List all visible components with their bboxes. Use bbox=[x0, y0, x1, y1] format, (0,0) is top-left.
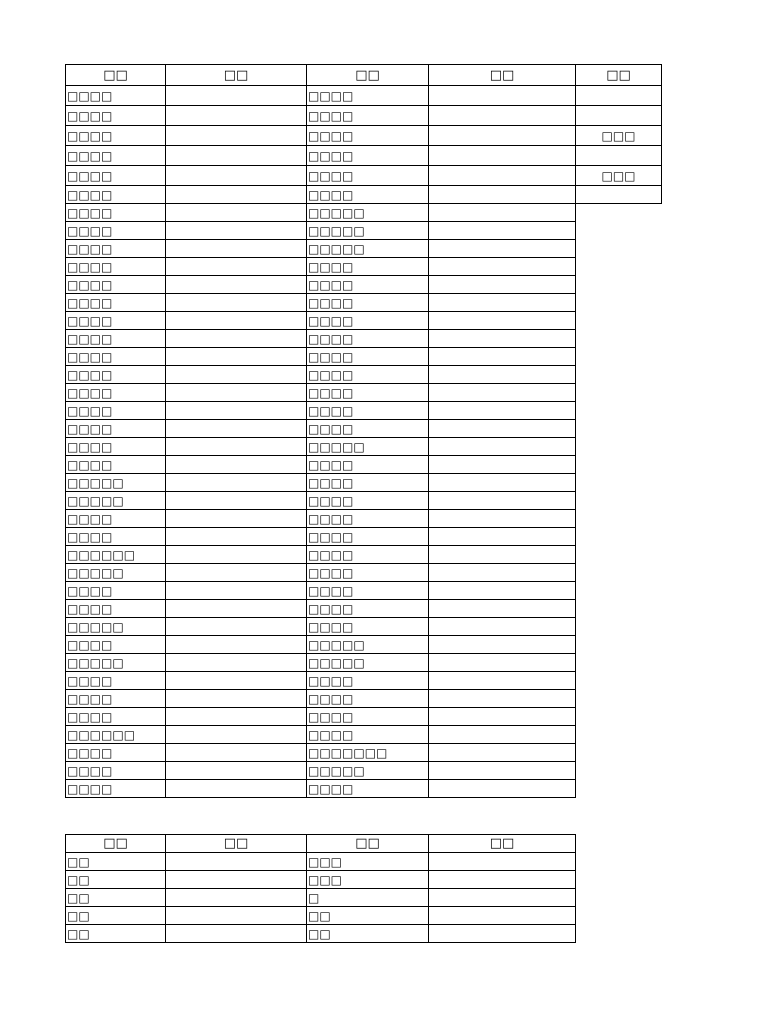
table-cell bbox=[429, 744, 576, 762]
table-row bbox=[66, 456, 662, 474]
table-cell: □□□□ bbox=[307, 146, 429, 166]
column-header: □□ bbox=[429, 835, 576, 853]
table-cell: □□ bbox=[66, 889, 166, 907]
table-cell: □□ bbox=[66, 871, 166, 889]
table-cell: □□□□ bbox=[307, 348, 429, 366]
table-cell bbox=[166, 474, 307, 492]
table-row bbox=[66, 582, 662, 600]
empty-cell bbox=[576, 240, 662, 258]
table-cell bbox=[166, 780, 307, 798]
table-row bbox=[66, 708, 662, 726]
table-cell: □□□□ bbox=[66, 384, 166, 402]
table-cell bbox=[429, 780, 576, 798]
table-cell: □□□□ bbox=[66, 456, 166, 474]
table-cell bbox=[166, 222, 307, 240]
table-cell bbox=[576, 186, 662, 204]
empty-cell bbox=[576, 690, 662, 708]
table-row bbox=[66, 528, 662, 546]
empty-cell bbox=[576, 672, 662, 690]
table-cell bbox=[429, 204, 576, 222]
table-cell bbox=[166, 528, 307, 546]
table-cell: □□□□ bbox=[307, 258, 429, 276]
table-row bbox=[66, 348, 662, 366]
table-cell bbox=[166, 907, 307, 925]
table-cell: □□□□ bbox=[66, 294, 166, 312]
table-row bbox=[66, 438, 662, 456]
table-cell: □□ bbox=[307, 907, 429, 925]
table-cell: □□□ bbox=[307, 853, 429, 871]
table-cell bbox=[429, 294, 576, 312]
table-cell bbox=[166, 510, 307, 528]
table-cell bbox=[166, 384, 307, 402]
table-cell: □□□□ bbox=[66, 186, 166, 204]
table-cell bbox=[429, 708, 576, 726]
table-cell: □□□□ bbox=[307, 672, 429, 690]
table-cell: □□□□□ bbox=[307, 222, 429, 240]
table-cell: □□□ bbox=[307, 871, 429, 889]
table-cell: □□□□ bbox=[307, 186, 429, 204]
empty-cell bbox=[576, 546, 662, 564]
table-row bbox=[66, 618, 662, 636]
table-row bbox=[66, 907, 576, 925]
table-cell bbox=[166, 330, 307, 348]
table-cell: □□□□ bbox=[307, 126, 429, 146]
table-cell bbox=[429, 456, 576, 474]
table-cell bbox=[429, 402, 576, 420]
table-cell: □□□□ bbox=[307, 330, 429, 348]
table-cell: □□□□ bbox=[307, 402, 429, 420]
table-cell bbox=[429, 889, 576, 907]
table-cell bbox=[429, 907, 576, 925]
table-cell: □□□□ bbox=[66, 86, 166, 106]
table-cell bbox=[429, 146, 576, 166]
table-cell: □□□□ bbox=[66, 600, 166, 618]
table-cell bbox=[166, 546, 307, 564]
table-cell: □□□□ bbox=[307, 528, 429, 546]
table-row bbox=[66, 492, 662, 510]
empty-cell bbox=[576, 384, 662, 402]
empty-cell bbox=[576, 366, 662, 384]
column-header: □□ bbox=[66, 835, 166, 853]
table-row bbox=[66, 672, 662, 690]
table-cell bbox=[429, 762, 576, 780]
table-cell: □□□□ bbox=[307, 384, 429, 402]
empty-cell bbox=[576, 258, 662, 276]
table-cell bbox=[166, 276, 307, 294]
table-cell bbox=[429, 240, 576, 258]
table-cell bbox=[429, 438, 576, 456]
table-row bbox=[66, 762, 662, 780]
table-cell: □□□□ bbox=[66, 276, 166, 294]
table-row bbox=[66, 312, 662, 330]
table-cell bbox=[429, 126, 576, 146]
table-cell bbox=[166, 258, 307, 276]
table-row bbox=[66, 889, 576, 907]
table-cell bbox=[166, 348, 307, 366]
table-cell bbox=[429, 384, 576, 402]
empty-cell bbox=[576, 510, 662, 528]
table-cell bbox=[429, 86, 576, 106]
main-table-header bbox=[66, 65, 662, 86]
empty-cell bbox=[576, 276, 662, 294]
table-cell: □□□□□□ bbox=[66, 726, 166, 744]
table-cell: □□□□ bbox=[66, 438, 166, 456]
table-cell bbox=[166, 146, 307, 166]
table-cell bbox=[166, 402, 307, 420]
table-row bbox=[66, 871, 576, 889]
table-cell: □□□□ bbox=[66, 166, 166, 186]
table-cell bbox=[166, 762, 307, 780]
table-cell bbox=[429, 925, 576, 943]
table-row bbox=[66, 106, 662, 126]
table-cell: □□ bbox=[66, 907, 166, 925]
table-cell: □□ bbox=[66, 925, 166, 943]
empty-cell bbox=[576, 330, 662, 348]
table-row bbox=[66, 146, 662, 166]
table-cell bbox=[166, 925, 307, 943]
table-row bbox=[66, 654, 662, 672]
table-cell bbox=[166, 294, 307, 312]
table-cell: □□□□ bbox=[307, 492, 429, 510]
table-cell: □□□□□ bbox=[66, 564, 166, 582]
table-row bbox=[66, 600, 662, 618]
table-cell bbox=[576, 86, 662, 106]
table-cell: □□□□□ bbox=[307, 438, 429, 456]
table-cell: □□□□□ bbox=[66, 618, 166, 636]
table-cell: □□□□ bbox=[66, 222, 166, 240]
table-cell bbox=[429, 276, 576, 294]
table-cell: □□□□□□ bbox=[66, 546, 166, 564]
empty-cell bbox=[576, 456, 662, 474]
table-cell bbox=[576, 146, 662, 166]
table-cell: □□□□ bbox=[307, 86, 429, 106]
table-cell bbox=[429, 654, 576, 672]
table-cell bbox=[166, 312, 307, 330]
table-cell: □□ bbox=[307, 925, 429, 943]
table-cell bbox=[166, 240, 307, 258]
table-cell bbox=[429, 166, 576, 186]
table-cell: □□□□ bbox=[307, 600, 429, 618]
table-cell bbox=[166, 126, 307, 146]
table-row bbox=[66, 546, 662, 564]
table-row bbox=[66, 258, 662, 276]
table-cell: □□□□ bbox=[66, 780, 166, 798]
table-row bbox=[66, 126, 662, 146]
table-cell bbox=[166, 600, 307, 618]
table-cell: □□□□□ bbox=[307, 204, 429, 222]
table-cell: □□□□ bbox=[66, 204, 166, 222]
table-cell bbox=[429, 636, 576, 654]
table-row bbox=[66, 744, 662, 762]
table-cell bbox=[166, 204, 307, 222]
table-cell bbox=[166, 672, 307, 690]
table-cell: □□□ bbox=[576, 126, 662, 146]
column-header: □□ bbox=[429, 65, 576, 86]
empty-cell bbox=[576, 708, 662, 726]
table-cell bbox=[166, 708, 307, 726]
empty-cell bbox=[576, 582, 662, 600]
table-cell: □□□□ bbox=[307, 618, 429, 636]
table-cell: □□□□ bbox=[307, 582, 429, 600]
empty-cell bbox=[576, 636, 662, 654]
table-cell: □□□□ bbox=[307, 474, 429, 492]
table-cell bbox=[166, 744, 307, 762]
table-cell: □□□□ bbox=[307, 708, 429, 726]
table-cell bbox=[429, 618, 576, 636]
table-cell: □□□□ bbox=[66, 348, 166, 366]
column-header: □□ bbox=[576, 65, 662, 86]
table-row bbox=[66, 420, 662, 438]
table-cell: □□□□ bbox=[66, 582, 166, 600]
table-cell: □□□□ bbox=[66, 258, 166, 276]
table-cell bbox=[166, 456, 307, 474]
table-row bbox=[66, 204, 662, 222]
empty-cell bbox=[576, 762, 662, 780]
table-cell: □□□□ bbox=[307, 690, 429, 708]
table-cell bbox=[166, 654, 307, 672]
table-cell bbox=[429, 222, 576, 240]
table-cell: □□□□ bbox=[66, 312, 166, 330]
table-row bbox=[66, 330, 662, 348]
table-cell bbox=[429, 510, 576, 528]
table-cell: □□□□□ bbox=[307, 636, 429, 654]
table-row bbox=[66, 726, 662, 744]
table-cell: □□□□□ bbox=[66, 474, 166, 492]
table-cell: □□□□ bbox=[66, 672, 166, 690]
table-cell: □□□□ bbox=[307, 546, 429, 564]
table-row bbox=[66, 510, 662, 528]
table-cell: □□□□ bbox=[66, 708, 166, 726]
table-cell bbox=[166, 420, 307, 438]
empty-cell bbox=[576, 474, 662, 492]
table-cell: □□□□ bbox=[307, 726, 429, 744]
table-row bbox=[66, 780, 662, 798]
table-cell bbox=[429, 492, 576, 510]
table-cell bbox=[166, 492, 307, 510]
table-cell: □□□□ bbox=[307, 166, 429, 186]
table-row bbox=[66, 925, 576, 943]
table-cell: □□□□□ bbox=[307, 240, 429, 258]
table-row bbox=[66, 384, 662, 402]
table-cell bbox=[166, 438, 307, 456]
table-cell: □□□□□□□ bbox=[307, 744, 429, 762]
table-cell: □□□□ bbox=[307, 510, 429, 528]
table-cell bbox=[429, 871, 576, 889]
table-cell bbox=[429, 474, 576, 492]
table-cell: □□□□ bbox=[66, 528, 166, 546]
table-cell bbox=[429, 546, 576, 564]
table-cell bbox=[166, 106, 307, 126]
empty-cell bbox=[576, 348, 662, 366]
table-cell bbox=[429, 690, 576, 708]
table-cell bbox=[429, 186, 576, 204]
table-row bbox=[66, 222, 662, 240]
table-cell bbox=[429, 853, 576, 871]
table-row bbox=[66, 853, 576, 871]
table-cell: □□□□ bbox=[66, 366, 166, 384]
table-cell bbox=[429, 312, 576, 330]
table-cell: □□□□□ bbox=[307, 654, 429, 672]
table-cell bbox=[429, 258, 576, 276]
table-row bbox=[66, 474, 662, 492]
column-header: □□ bbox=[307, 65, 429, 86]
table-cell bbox=[166, 582, 307, 600]
table-cell bbox=[166, 166, 307, 186]
table-row bbox=[66, 690, 662, 708]
table-cell bbox=[166, 853, 307, 871]
empty-cell bbox=[576, 528, 662, 546]
table-cell: □□□□□ bbox=[66, 492, 166, 510]
empty-cell bbox=[576, 438, 662, 456]
table-cell: □□□□ bbox=[307, 564, 429, 582]
table-cell bbox=[166, 636, 307, 654]
table-cell bbox=[429, 582, 576, 600]
table-cell: □□□□ bbox=[66, 744, 166, 762]
empty-cell bbox=[576, 492, 662, 510]
main-table bbox=[65, 64, 662, 798]
table-cell bbox=[429, 564, 576, 582]
empty-cell bbox=[576, 312, 662, 330]
table-cell bbox=[429, 330, 576, 348]
table-cell bbox=[576, 106, 662, 126]
table-cell bbox=[429, 600, 576, 618]
table-cell: □□□□ bbox=[307, 420, 429, 438]
table-cell: □□□□ bbox=[307, 276, 429, 294]
empty-cell bbox=[576, 780, 662, 798]
table-cell: □□□□ bbox=[307, 780, 429, 798]
table-cell bbox=[429, 366, 576, 384]
table-cell bbox=[166, 564, 307, 582]
table-cell: □□□□ bbox=[66, 762, 166, 780]
empty-cell bbox=[576, 420, 662, 438]
table-cell bbox=[429, 348, 576, 366]
table-cell: □□□□ bbox=[307, 294, 429, 312]
table-cell: □□□□ bbox=[66, 146, 166, 166]
table-cell: □□□□ bbox=[66, 402, 166, 420]
empty-cell bbox=[576, 402, 662, 420]
table-cell: □ bbox=[307, 889, 429, 907]
empty-cell bbox=[576, 600, 662, 618]
table-cell: □□□□ bbox=[66, 690, 166, 708]
table-cell bbox=[166, 726, 307, 744]
column-header: □□ bbox=[166, 65, 307, 86]
table-cell: □□□□□ bbox=[307, 762, 429, 780]
table-cell: □□□□□ bbox=[66, 654, 166, 672]
empty-cell bbox=[576, 204, 662, 222]
table-cell: □□□□ bbox=[307, 456, 429, 474]
column-header: □□ bbox=[66, 65, 166, 86]
table-cell bbox=[429, 420, 576, 438]
table-cell: □□□□ bbox=[66, 106, 166, 126]
table-cell: □□□□ bbox=[66, 420, 166, 438]
table-cell: □□□□ bbox=[66, 330, 166, 348]
empty-cell bbox=[576, 618, 662, 636]
table-row bbox=[66, 366, 662, 384]
table-cell bbox=[166, 690, 307, 708]
table-cell: □□□□ bbox=[66, 240, 166, 258]
empty-cell bbox=[576, 564, 662, 582]
empty-cell bbox=[576, 222, 662, 240]
column-header: □□ bbox=[307, 835, 429, 853]
table-cell: □□□□ bbox=[307, 366, 429, 384]
table-cell: □□□□ bbox=[307, 106, 429, 126]
table-cell bbox=[429, 106, 576, 126]
table-cell: □□□□ bbox=[66, 126, 166, 146]
table-cell: □□□□ bbox=[66, 510, 166, 528]
table-cell bbox=[166, 618, 307, 636]
table-cell: □□ bbox=[66, 853, 166, 871]
table-row bbox=[66, 166, 662, 186]
table-cell: □□□□ bbox=[66, 636, 166, 654]
empty-cell bbox=[576, 654, 662, 672]
table-row bbox=[66, 86, 662, 106]
table-row bbox=[66, 240, 662, 258]
table-row bbox=[66, 564, 662, 582]
table-cell bbox=[166, 871, 307, 889]
table-row bbox=[66, 186, 662, 204]
table-row bbox=[66, 402, 662, 420]
table-cell bbox=[429, 726, 576, 744]
table-row bbox=[66, 276, 662, 294]
second-table-header bbox=[66, 835, 576, 853]
table-cell: □□□ bbox=[576, 166, 662, 186]
column-header: □□ bbox=[166, 835, 307, 853]
table-cell bbox=[166, 366, 307, 384]
table-row bbox=[66, 294, 662, 312]
empty-cell bbox=[576, 744, 662, 762]
second-table bbox=[65, 834, 576, 943]
table-cell bbox=[429, 528, 576, 546]
empty-cell bbox=[576, 294, 662, 312]
table-cell: □□□□ bbox=[307, 312, 429, 330]
empty-cell bbox=[576, 726, 662, 744]
table-cell bbox=[429, 672, 576, 690]
table-cell bbox=[166, 86, 307, 106]
table-row bbox=[66, 636, 662, 654]
table-cell bbox=[166, 889, 307, 907]
table-cell bbox=[166, 186, 307, 204]
